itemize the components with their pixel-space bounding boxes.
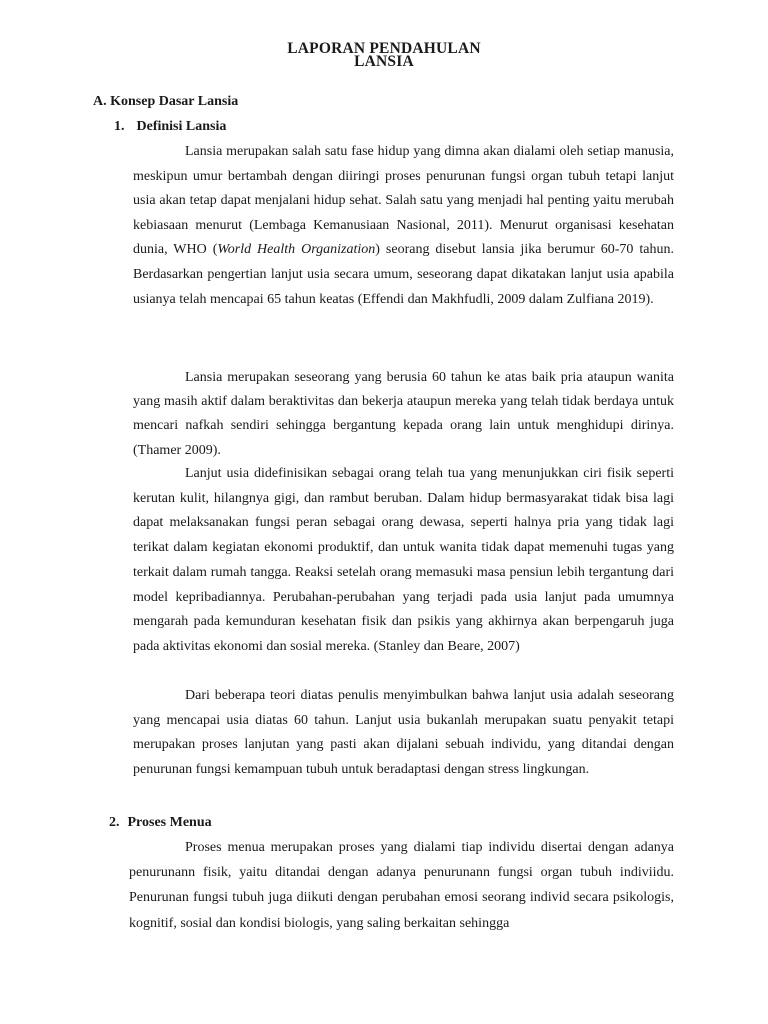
- subsection-number: 2.: [109, 815, 120, 830]
- paragraph-text: Lansia merupakan salah satu fase hidup yang dimna akan dialami oleh setiap manusia, meskipun umur bertambah dengan diiringi proses penurunan fungsi organ tubuh tetapi lanjut usia akan tetap dapat menjalani hidup sehat. Salah satu yang menjadi hal penting yaitu merubah kebiasaan menurut (Lembaga Kemanusiaan Nasional, 2011). Menurut organisasi kesehatan dunia, WHO (: [133, 144, 674, 258]
- paragraph-italic-text: World Health Organization: [217, 242, 376, 258]
- paragraph-text: ) seorang disebut lansia jika berumur 60-70 tahun. Berdasarkan pengertian lanjut usia secara umum, seseorang dapat dikatakan lanjut usia apabila usianya telah mencapai 65 tahun keatas (Effendi dan Makhfudli, 2009 dalam Zulfiana 2019).: [133, 242, 674, 307]
- subsection-heading-definisi: [114, 118, 226, 136]
- document-title-line-2: LANSIA: [354, 53, 414, 70]
- section-heading-a: A. Konsep Dasar Lansia: [93, 94, 239, 109]
- paragraph-definisi-1: [133, 140, 674, 312]
- paragraph-text: Lanjut usia didefinisikan sebagai orang telah tua yang menunjukkan ciri fisik seperti kerutan kulit, hilangnya gigi, dan rambut beruban. Dalam hidup bermasyarakat tidak bisa lagi dapat melaksanakan fungsi peran sebagai orang dewasa, seperti halnya pria yang tidak lagi terikat dalam kegiatan ekonomi produktif, dan untuk wanita tidak dapat memenuhi tugas yang terkait dalam rumah tangga. Reaksi setelah orang memasuki masa pensiun lebih tergantung dari model kepribadiannya. Perubahan-perubahan yang terjadi pada usia lanjut pada umumnya mengarah pada kemunduran kesehatan fisik dan psikis yang akhirnya akan berpengaruh juga pada aktivitas ekonomi dan sosial mereka. (Stanley dan Beare, 2007): [133, 466, 674, 654]
- paragraph-definisi-2: [133, 366, 674, 463]
- document-title-line-1: LAPORAN PENDAHULAN: [287, 40, 481, 57]
- subsection-title: Definisi Lansia: [136, 119, 227, 134]
- paragraph-text: Proses menua merupakan proses yang dialami tiap individu disertai dengan adanya penurunann fisik, yaitu ditandai dengan adanya penurunann fungsi organ tubuh indiviidu. Penurunan fungsi tubuh juga diikuti dengan perubahan emosi seorang individ secara psikologis, kognitif, sosial dan kondisi biologis, yang saling berkaitan sehingga: [129, 840, 674, 931]
- paragraph-text: Lansia merupakan seseorang yang berusia 60 tahun ke atas baik pria ataupun wanita yang masih aktif dalam beraktivitas dan bekerja ataupun mereka yang telah tidak berdaya untuk mencari nafkah sendiri sehingga bergantung kepada orang lain untuk menghidupi dirinya. (Thamer 2009).: [133, 370, 674, 458]
- subsection-heading-proses-menua: [109, 814, 212, 832]
- paragraph-text: Dari beberapa teori diatas penulis menyimbulkan bahwa lanjut usia adalah seseorang yang mencapai usia diatas 60 tahun. Lanjut usia bukanlah merupakan suatu penyakit tetapi merupakan proses lanjutan yang pasti akan dijalani sebuah individu, yang ditandai dengan penurunan fungsi kemampuan tubuh untuk beradaptasi dengan stress lingkungan.: [133, 688, 674, 777]
- paragraph-proses-menua-1: [129, 835, 674, 936]
- paragraph-definisi-3: [133, 462, 674, 660]
- paragraph-definisi-4: [133, 684, 674, 782]
- subsection-number: 1.: [114, 119, 125, 134]
- subsection-title: Proses Menua: [127, 815, 212, 830]
